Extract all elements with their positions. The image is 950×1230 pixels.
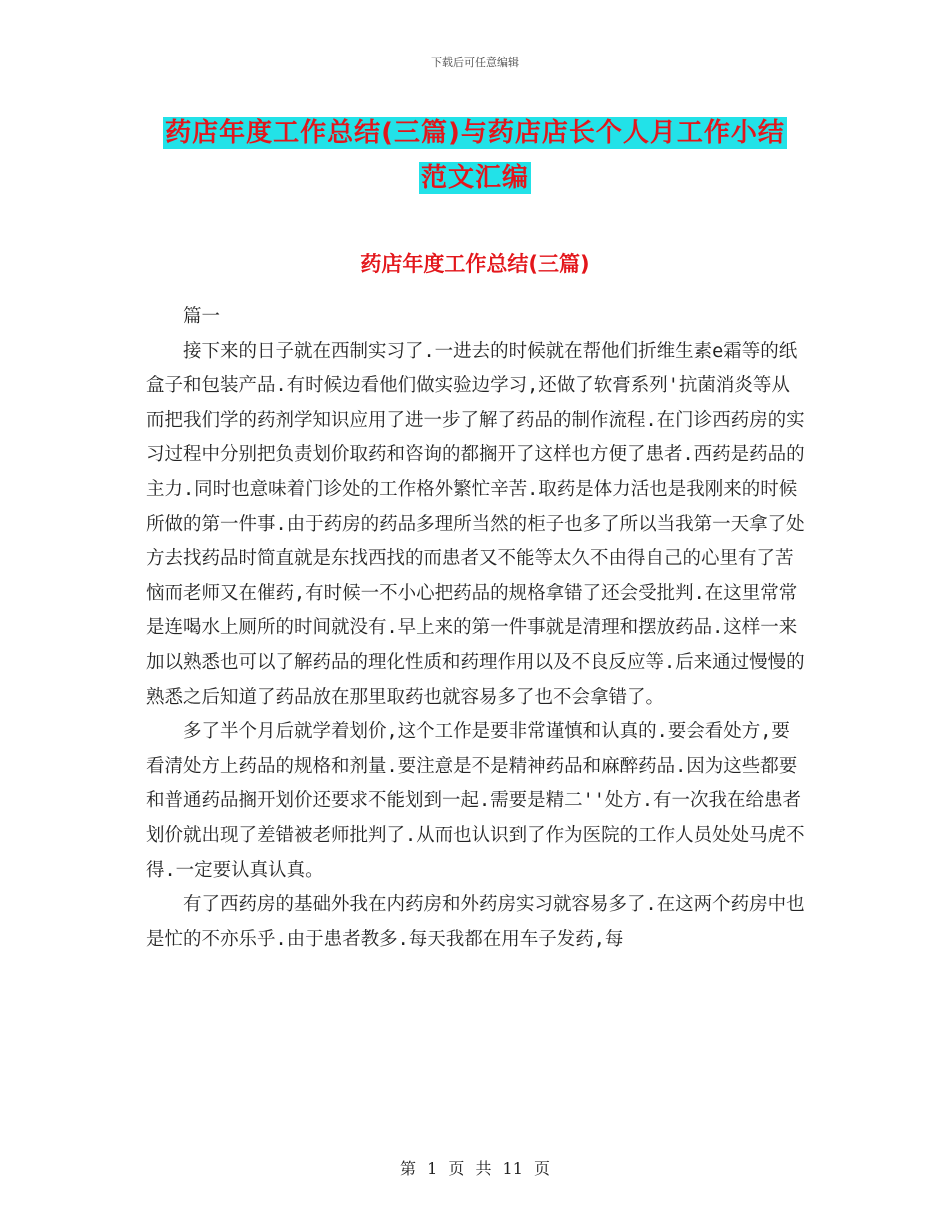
document-title-highlight-2: 范文汇编	[420, 163, 529, 193]
paragraph: 接下来的日子就在西制实习了.一进去的时候就在帮他们折维生素e霜等的纸盒子和包装产品.有时候边看他们做实验边学习,还做了软膏系列'抗菌消炎等从而把我们学的药剂学知识应用了进一步了解了药品的制作流程.在门诊西药房的实习过程中分别把负责划价取药和咨询的都搁开了这样也方便了患者.西药是药品的主力.同时也意味着门诊处的工作格外繁忙辛苦.取药是体力活也是我刚来的时候所做的第一件事.由于药房的药品多理所当然的柜子也多了所以当我第一天拿了处方去找药品时简直就是东找西找的而患者又不能等太久不由得自己的心里有了苦恼而老师又在催药,有时候一不小心把药品的规格拿错了还会受批判.在这里常常是连喝水上厕所的时间就没有.早上来的第一件事就是清理和摆放药品.这样一来加以熟悉也可以了解药品的理化性质和药理作用以及不良反应等.后来通过慢慢的熟悉之后知道了药品放在那里取药也就容易多了也不会拿错了。	[146, 340, 805, 708]
document-title-highlight-1: 药店年度工作总结(三篇)与药店店长个人月工作小结	[165, 118, 785, 148]
header-note: 下载后可任意编辑	[431, 56, 519, 69]
paragraph: 有了西药房的基础外我在内药房和外药房实习就容易多了.在这两个药房中也是忙的不亦乐乎.由于患者教多.每天我都在用车子发药,每	[146, 894, 805, 950]
paragraph-heading: 篇一	[183, 306, 221, 327]
document-title-line-1	[0, 112, 950, 149]
body-text	[146, 300, 808, 957]
paragraph: 多了半个月后就学着划价,这个工作是要非常谨慎和认真的.要会看处方,要看清处方上药品的规格和剂量.要注意是不是精神药品和麻醉药品.因为这些都要和普通药品搁开划价还要求不能划到一起.需要是精二''处方.有一次我在给患者划价就出现了差错被老师批判了.从而也认识到了作为医院的工作人员处处马虎不得.一定要认真认真。	[146, 721, 805, 881]
page-footer: 第 1 页 共 11 页	[400, 1159, 550, 1178]
section-title: 药店年度工作总结(三篇)	[360, 252, 590, 276]
document-title-line-2	[0, 157, 950, 194]
